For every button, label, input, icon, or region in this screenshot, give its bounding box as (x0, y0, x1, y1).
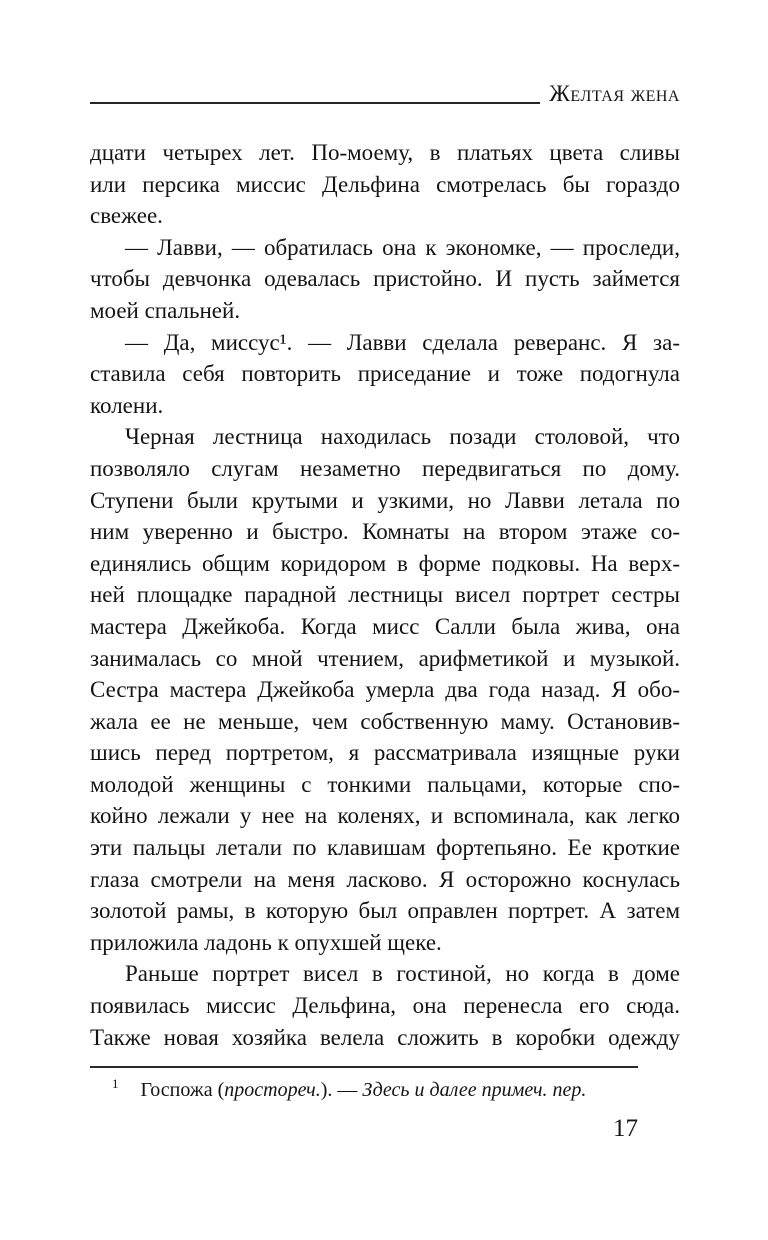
text-line: или персика миссис Дельфина смотрелась бы гораздо (90, 171, 680, 197)
page-number: 17 (613, 1115, 638, 1142)
text-line: приложила ладонь к опухшей щеке. (90, 929, 442, 955)
footnote-italic-part: простореч. (224, 1079, 321, 1101)
text-line: золотой рамы, в которую был оправлен портрет. А затем (90, 898, 680, 924)
text-line: — Да, миссус¹. — Лавви сделала реверанс. Я за- (125, 329, 680, 355)
text-line: появилась миссис Дельфина, она перенесла его сюда. (90, 993, 680, 1019)
paragraph (90, 137, 680, 232)
footnote-plain-part: ). — (320, 1079, 363, 1101)
footnote-text (141, 1079, 587, 1101)
paragraph (90, 232, 680, 327)
text-line: свежее. (90, 203, 163, 229)
header-rule (90, 102, 540, 104)
text-line: койно лежали у нее на коленях, и вспоминала, как легко (90, 803, 680, 829)
paragraph (90, 958, 680, 1053)
text-line: ней площадке парадной лестницы висел портрет сестры (90, 582, 680, 608)
text-line: молодой женщины с тонкими пальцами, которые спо- (90, 771, 680, 797)
text-line: моей спальней. (90, 297, 241, 323)
text-line: ставила себя повторить приседание и тоже подогнула (90, 361, 680, 387)
text-line: Также новая хозяйка велела сложить в коробки одежду (90, 1024, 680, 1050)
footnote-plain-part: Госпожа ( (140, 1079, 225, 1101)
text-line: — Лавви, — обратилась она к экономке, — проследи, (125, 234, 680, 260)
text-line: колени. (90, 392, 164, 418)
text-line: ним уверенно и быстро. Комнаты на втором этаже со- (90, 519, 680, 545)
text-line: Черная лестница находилась позади столовой, что (125, 424, 680, 450)
text-line: позволяло слугам незаметно передвигаться по дому. (90, 455, 680, 481)
footnote-marker: 1 (112, 1076, 119, 1092)
body-text (90, 137, 680, 1053)
text-line: мастера Джейкоба. Когда мисс Салли была жива, она (90, 613, 680, 639)
text-line: эти пальцы летали по клавишам фортепьяно. Ее кроткие (90, 835, 680, 861)
text-line: глаза смотрели на меня ласково. Я осторожно коснулась (90, 866, 680, 892)
text-line: жала ее не меньше, чем собственную маму. Остановив- (90, 708, 680, 734)
text-line: чтобы девчонка одевалась пристойно. И пусть займется (90, 266, 680, 292)
header-title: Желтая жена (549, 81, 680, 106)
footnote-rule (90, 1066, 638, 1068)
paragraph (90, 327, 680, 422)
text-line: занималась со мной чтением, арифметикой и музыкой. (90, 645, 680, 671)
footnote (90, 1076, 650, 1104)
page-header (90, 82, 680, 106)
text-line: Сестра мастера Джейкоба умерла два года назад. Я обо- (90, 677, 680, 703)
text-line: единялись общим коридором в форме подковы. На верх- (90, 550, 680, 576)
text-line: дцати четырех лет. По-моему, в платьях цвета сливы (90, 140, 680, 165)
footnote-italic-part: Здесь и далее примеч. пер. (362, 1079, 587, 1101)
text-line: Раньше портрет висел в гостиной, но когда в доме (125, 961, 680, 987)
text-line: шись перед портретом, я рассматривала изящные руки (90, 740, 680, 766)
text-line: Ступени были крутыми и узкими, но Лавви летала по (90, 487, 680, 513)
paragraph (90, 421, 680, 958)
